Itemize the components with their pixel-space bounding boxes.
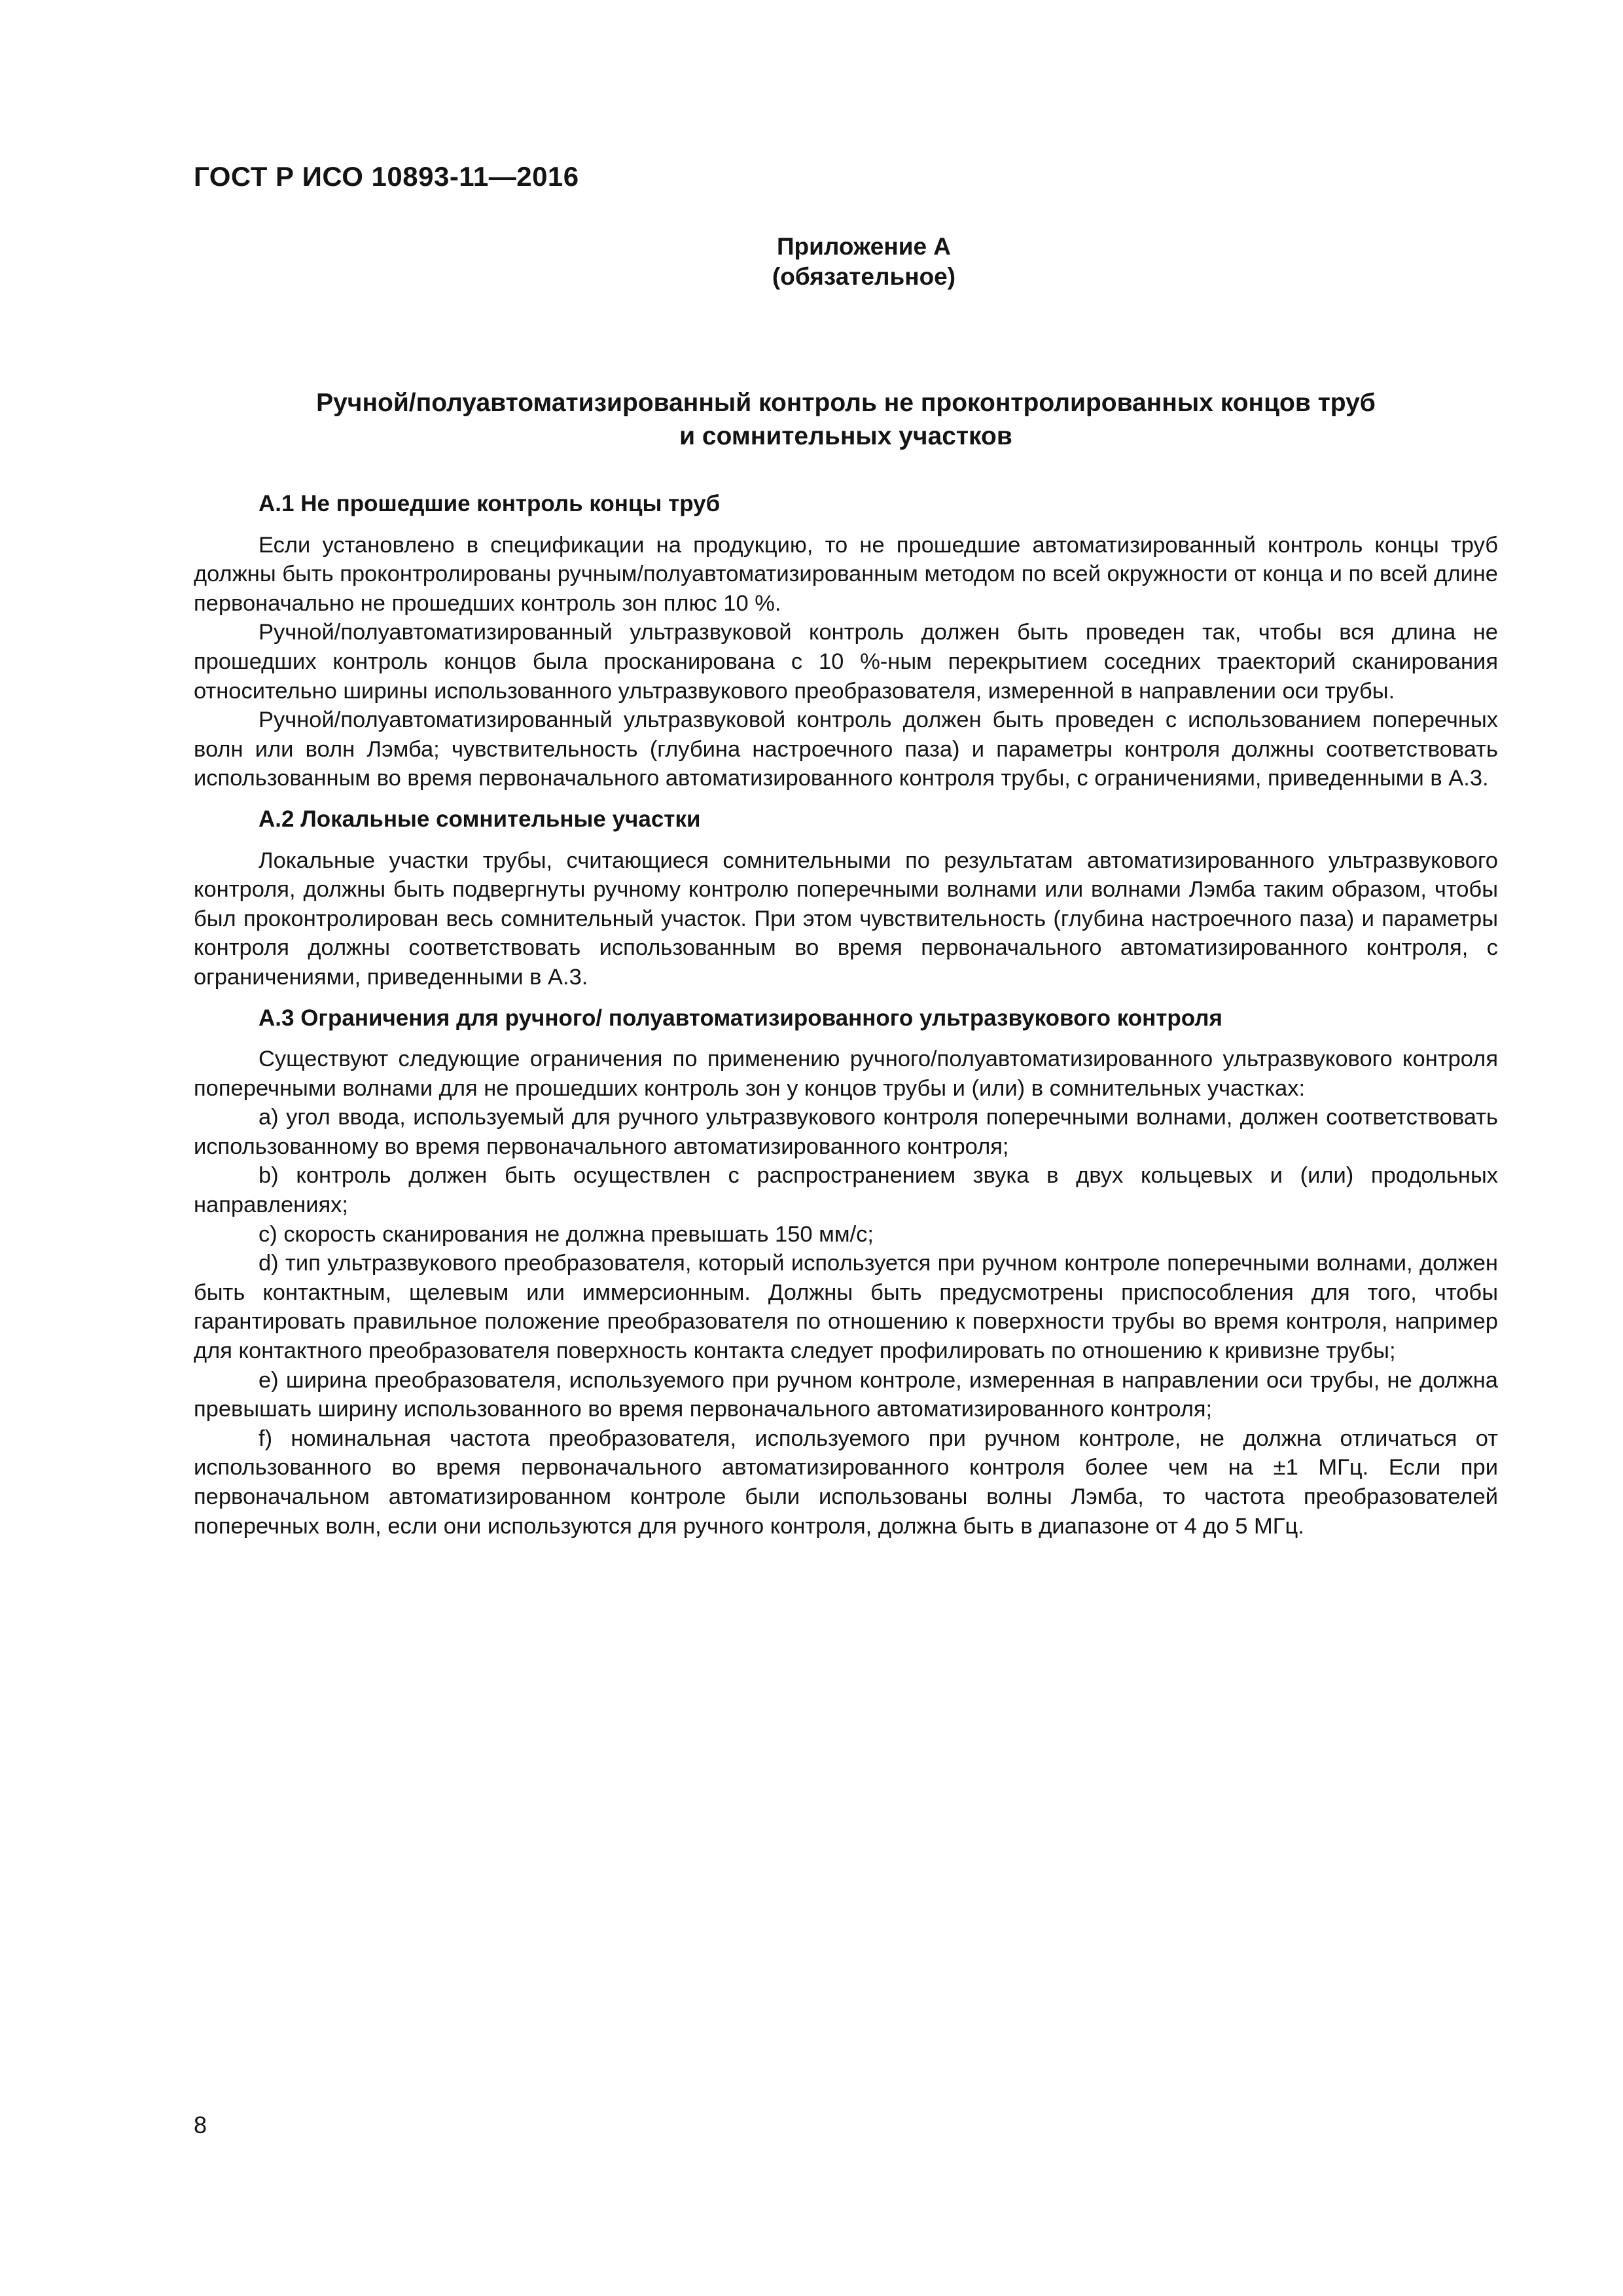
main-title-line-2: и сомнительных участков [679,422,1012,450]
section-a1 [194,490,1498,793]
document-body [194,490,1498,1541]
appendix-label [681,232,1047,292]
section-heading: А.1 Не прошедшие контроль концы труб [259,491,721,516]
document-id-header: ГОСТ Р ИСО 10893-11—2016 [194,161,579,192]
appendix-status: (обязательное) [772,263,956,290]
main-title-line-1: Ручной/полуавтоматизированный контроль не проконтролированных концов труб [316,389,1376,417]
paragraph: Существуют следующие ограничения по применению ручного/полуавтоматизированного ультразвукового контроля поперечными волнами для не прошедших контроль зон у концов трубы и (или) в сомнительных участках: [194,1047,1498,1101]
paragraph: Ручной/полуавтоматизированный ультразвуковой контроль должен быть проведен так, чтобы вся длина не прошедших контроль концов была просканирована с 10 %-ным перекрытием соседних траекторий сканирования относительно ширины использованного ультразвукового преобразователя, измеренной в направлении оси трубы. [194,620,1498,704]
paragraph: Если установлено в спецификации на продукцию, то не прошедшие автоматизированный контроль концы труб должны быть проконтролированы ручным/полуавтоматизированным методом по всей окружности от конца и по всей длине первоначально не прошедших контроль зон плюс 10 %. [194,532,1498,616]
appendix-main-title [194,386,1498,453]
page-number: 8 [194,2111,207,2138]
list-item: f) номинальная частота преобразователя, используемого при ручном контроле, не должна отличаться от использованного во время первоначального автоматизированного контроля более чем на ±1 МГц. Если при первоначальном автоматизированном контроле были использованы волны Лэмба, то частота преобразователей поперечных волн, если они используются для ручного контроля, должна быть в диапазоне от 4 до 5 МГц. [194,1426,1498,1539]
section-heading: А.3 Ограничения для ручного/ полуавтоматизированного ультразвукового контроля [259,1005,1222,1031]
paragraph: Ручной/полуавтоматизированный ультразвуковой контроль должен быть проведен с использованием поперечных волн или волн Лэмба; чувствительность (глубина настроечного паза) и параметры контроля должны соответствовать использованным во время первоначального автоматизированного контроля трубы, с ограничениями, приведенными в А.3. [194,708,1498,791]
list-item: c) скорость сканирования не должна превышать 150 мм/с; [259,1221,874,1247]
section-heading: А.2 Локальные сомнительные участки [259,806,701,832]
paragraph: Локальные участки трубы, считающиеся сомнительными по результатам автоматизированного ультразвукового контроля, должны быть подвергнуты ручному контролю поперечными волнами или волнами Лэмба таким образом, чтобы был проконтролирован весь сомнительный участок. При этом чувствительность (глубина настроечного паза) и параметры контроля должны соответствовать использованным во время первоначального автоматизированного контроля, с ограничениями, приведенными в А.3. [194,848,1498,990]
appendix-title: Приложение А [776,233,952,260]
list-item: b) контроль должен быть осуществлен с распространением звука в двух кольцевых и (или) продольных направлениях; [194,1163,1498,1218]
section-a3 [194,1004,1498,1541]
list-item: d) тип ультразвукового преобразователя, который используется при ручном контроле поперечными волнами, должен быть контактным, щелевым или иммерсионным. Должны быть предусмотрены приспособления для того, чтобы гарантировать правильное положение преобразователя по отношению к поверхности трубы во время контроля, например для контактного преобразователя поверхность контакта следует профилировать по отношению к кривизне трубы; [194,1251,1498,1364]
list-item: a) угол ввода, используемый для ручного ультразвукового контроля поперечными волнами, должен соответствовать использованному во время первоначального автоматизированного контроля; [194,1105,1498,1159]
list-item: e) ширина преобразователя, используемого при ручном контроле, измеренная в направлении оси трубы, не должна превышать ширину использованного во время первоначального автоматизированного контроля; [194,1367,1498,1422]
section-a2 [194,805,1498,992]
